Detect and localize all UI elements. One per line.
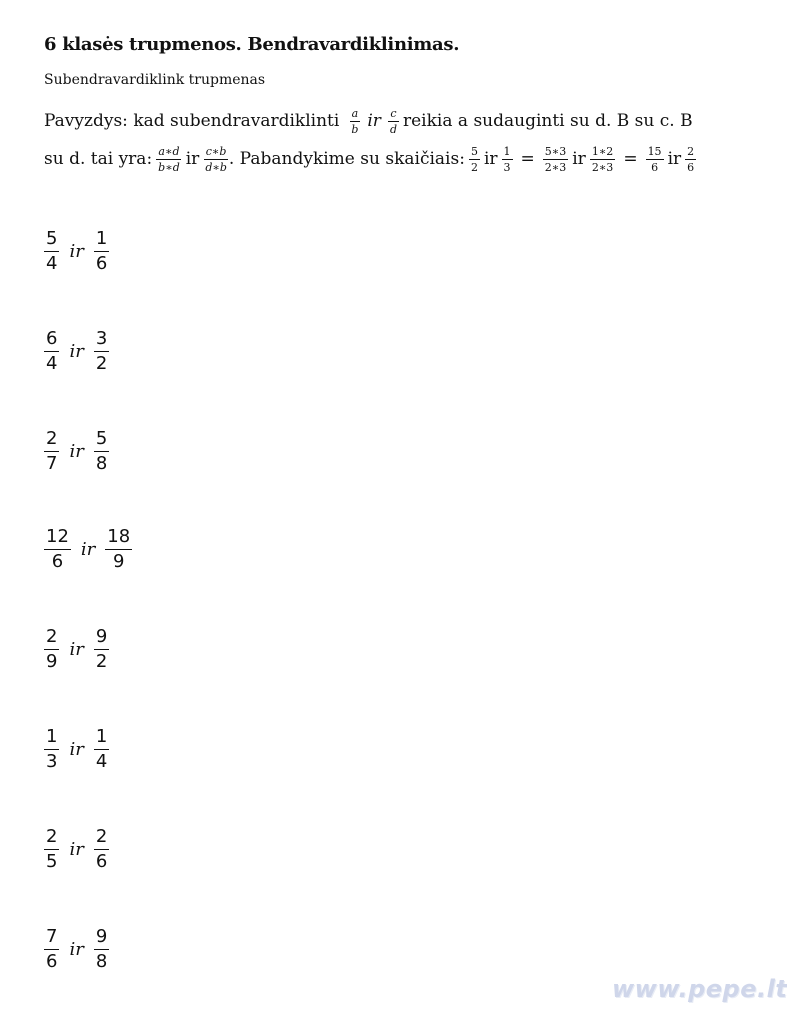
numerator: 1 — [44, 728, 59, 750]
ir-word: ir — [367, 111, 381, 131]
numerator: 2 — [44, 430, 59, 452]
denominator: 6 — [46, 951, 58, 972]
denominator: 7 — [46, 453, 58, 474]
denominator: 2 — [470, 160, 478, 174]
fraction-example — [685, 146, 696, 173]
exercise-item — [42, 628, 111, 671]
numerator: 7 — [44, 928, 59, 950]
denominator: 6 — [687, 160, 695, 174]
numerator: 3 — [94, 330, 109, 352]
fraction-right — [94, 728, 109, 771]
denominator: 6 — [95, 851, 108, 872]
exercise-item — [42, 828, 111, 871]
intro-line-2 — [44, 139, 734, 179]
fraction-example — [646, 146, 664, 173]
denominator: 2 — [95, 651, 108, 672]
numerator: 12 — [44, 528, 71, 550]
watermark: www.pepe.lt — [612, 975, 787, 1003]
exercise-item — [42, 728, 111, 771]
fraction-right — [94, 430, 109, 473]
fraction-example — [502, 146, 513, 173]
fraction-right — [94, 828, 109, 871]
numerator: 1∗2 — [591, 144, 614, 158]
fraction-example — [469, 146, 480, 173]
denominator: 4 — [46, 353, 58, 374]
intro-text: . Pabandykime su skaičiais: — [228, 149, 465, 169]
denominator: d — [389, 122, 397, 136]
exercise-item — [42, 330, 111, 373]
denominator: 4 — [46, 253, 58, 274]
numerator: 9 — [94, 928, 109, 950]
denominator: 6 — [651, 160, 659, 174]
numerator: 5 — [44, 230, 59, 252]
fraction-left — [44, 728, 59, 771]
fraction-right — [94, 330, 109, 373]
numerator: 5∗3 — [544, 144, 567, 158]
denominator: 8 — [95, 453, 108, 474]
denominator: 6 — [95, 253, 108, 274]
numerator: 5 — [470, 144, 478, 158]
denominator: 2 — [95, 353, 108, 374]
fraction-a-b — [349, 108, 360, 135]
intro-text: Pavyzdys: kad subendravardiklinti — [44, 111, 340, 131]
fraction-left — [44, 628, 59, 671]
fraction-example — [543, 146, 568, 173]
numerator: a — [351, 106, 359, 120]
denominator: 6 — [51, 551, 64, 572]
ir-word: ir — [69, 639, 84, 660]
fraction-left — [44, 828, 59, 871]
ir-word: ir — [572, 149, 586, 169]
denominator: d∗b — [205, 160, 227, 174]
ir-word: ir — [80, 539, 96, 560]
ir-word: ir — [69, 839, 84, 860]
numerator: c∗b — [205, 144, 227, 158]
numerator: 1 — [503, 144, 511, 158]
ir-word: ir — [185, 149, 200, 169]
denominator: 2∗3 — [591, 160, 614, 174]
numerator: 18 — [105, 528, 132, 550]
exercise-item — [42, 928, 111, 971]
numerator: c — [390, 106, 397, 120]
fraction-cb-db — [203, 146, 229, 173]
intro-text: su d. tai yra: — [44, 149, 153, 169]
fraction-left — [44, 528, 71, 571]
denominator: 8 — [95, 951, 108, 972]
intro-text: reikia a sudauginti su d. B su c. B — [403, 111, 693, 131]
equals-sign: = — [623, 149, 638, 169]
fraction-left — [44, 330, 59, 373]
ir-word: ir — [483, 149, 498, 169]
fraction-right — [94, 928, 109, 971]
numerator: 1 — [94, 230, 109, 252]
fraction-right — [94, 230, 109, 273]
numerator: 5 — [94, 430, 109, 452]
denominator: 9 — [113, 551, 125, 572]
numerator: 2 — [687, 144, 695, 158]
ir-word: ir — [69, 939, 84, 960]
denominator: 3 — [46, 751, 58, 772]
numerator: 9 — [94, 628, 109, 650]
fraction-right — [105, 528, 132, 571]
numerator: 2 — [44, 628, 59, 650]
ir-word: ir — [69, 441, 84, 462]
denominator: b — [351, 122, 359, 136]
numerator: 1 — [94, 728, 109, 750]
numerator: 2 — [44, 828, 59, 850]
denominator: 3 — [503, 160, 511, 174]
denominator: b∗d — [158, 160, 180, 174]
fraction-c-d — [388, 108, 399, 135]
page-subtitle: Subendravardiklink trupmenas — [44, 72, 266, 88]
fraction-ad-bd — [156, 146, 182, 173]
fraction-left — [44, 230, 59, 273]
ir-word: ir — [69, 341, 84, 362]
numerator: 2 — [94, 828, 109, 850]
intro-line-1 — [44, 103, 734, 139]
exercise-item — [42, 528, 134, 571]
numerator: a∗d — [158, 144, 180, 158]
ir-word: ir — [667, 149, 682, 169]
fraction-left — [44, 928, 59, 971]
denominator: 2∗3 — [544, 160, 567, 174]
fraction-left — [44, 430, 59, 473]
exercise-item — [42, 430, 111, 473]
denominator: 5 — [46, 851, 58, 872]
page-title: 6 klasės trupmenos. Bendravardiklinimas. — [44, 34, 460, 55]
denominator: 9 — [46, 651, 58, 672]
ir-word: ir — [69, 739, 84, 760]
fraction-right — [94, 628, 109, 671]
equals-sign: = — [520, 149, 535, 169]
denominator: 4 — [95, 751, 108, 772]
fraction-example — [590, 146, 615, 173]
numerator: 15 — [647, 144, 662, 158]
numerator: 6 — [44, 330, 59, 352]
ir-word: ir — [69, 241, 84, 262]
exercise-item — [42, 230, 111, 273]
